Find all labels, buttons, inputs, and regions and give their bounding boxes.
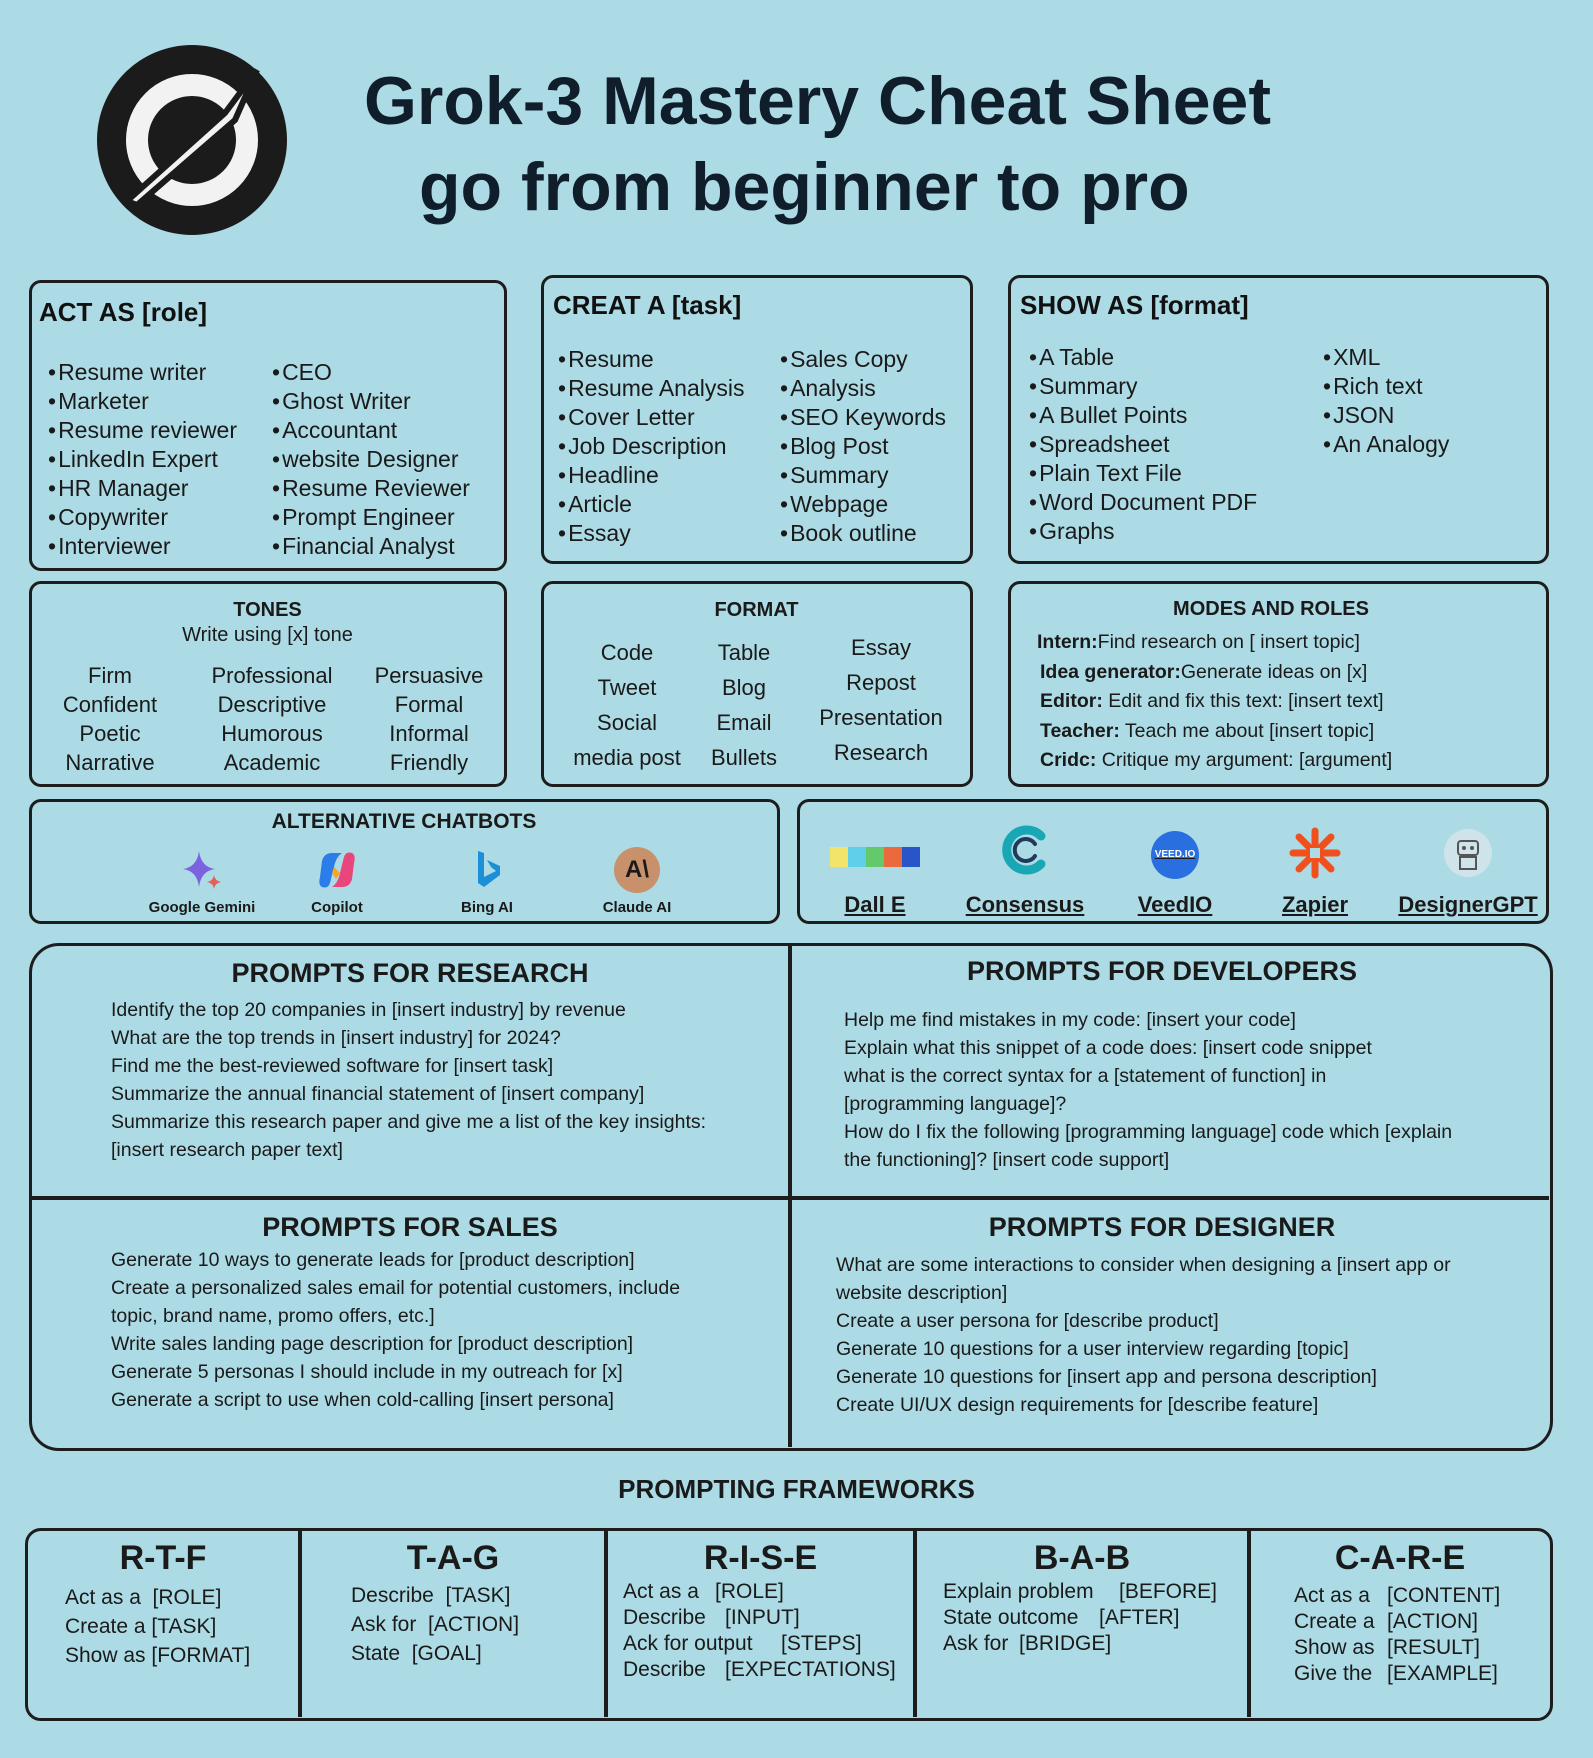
tool-label: Dall E (844, 892, 906, 917)
list-item: Descriptive (217, 692, 327, 717)
copilot-icon (282, 847, 392, 893)
format-heading: FORMAT (714, 599, 799, 621)
list-item: Write sales landing page description for [product description] (111, 1333, 634, 1355)
list-item: Generate 10 ways to generate leads for [product description] (111, 1249, 635, 1271)
list-item: Repost (846, 670, 916, 695)
sales-list (111, 1246, 680, 1414)
list-item: Identify the top 20 companies in [insert industry] by revenue (111, 999, 626, 1021)
list-item: • XML (1323, 343, 1449, 372)
tones-heading: TONES (233, 599, 302, 621)
chatbots-heading: ALTERNATIVE CHATBOTS (271, 810, 537, 833)
list-item: • Summary (780, 461, 946, 490)
designer-list (836, 1251, 1451, 1419)
list-item (1037, 746, 1392, 776)
list-item: • Summary (1029, 372, 1257, 401)
list-item: • Resume (558, 345, 744, 374)
list-item: Show as [FORMAT] (65, 1644, 251, 1667)
chatbot-label: Google Gemini (148, 899, 256, 916)
chatbot-claude[interactable] (582, 847, 692, 916)
list-item: Create UI/UX design requirements for [describe feature] (836, 1394, 1319, 1416)
list-item: Academic (223, 750, 321, 775)
list-item: Act as a [ROLE] (623, 1580, 784, 1603)
list-item: [insert research paper text] (111, 1139, 343, 1161)
tones-subheading: Write using [x] tone (182, 624, 353, 646)
list-item: Code (600, 640, 654, 665)
list-item: Email (716, 710, 772, 735)
framework-rise-rows (623, 1579, 896, 1683)
page-subtitle: go from beginner to pro (419, 149, 1190, 225)
framework-care-rows (1294, 1583, 1500, 1687)
format-col-1 (562, 635, 692, 775)
tool-zapier[interactable] (1265, 827, 1365, 918)
list-item: Generate 5 personas I should include in my outreach for [x] (111, 1361, 623, 1383)
list-item: Blog (721, 675, 767, 700)
list-item: Table (717, 640, 771, 665)
list-item (1037, 717, 1392, 747)
list-item: • Plain Text File (1029, 459, 1257, 488)
dalle-icon (820, 832, 930, 882)
list-item: Summarize this research paper and give me a list of the key insights: (111, 1111, 707, 1133)
bing-icon (432, 847, 542, 893)
create-a-list-1 (558, 345, 744, 548)
chatbot-label: Bing AI (461, 899, 513, 916)
list-item: Act as a [ROLE] (65, 1586, 222, 1609)
list-item: Professional (211, 663, 333, 688)
chatbot-label: Claude AI (602, 899, 672, 916)
consensus-icon (950, 822, 1100, 882)
list-item: Summarize the annual financial statement of [insert company] (111, 1083, 645, 1105)
chatbot-copilot[interactable] (282, 847, 392, 916)
list-item: Confident (62, 692, 158, 717)
chatbots-panel (29, 799, 780, 924)
list-item: • Prompt Engineer (272, 503, 470, 532)
list-item: Essay (851, 635, 911, 660)
list-item: topic, brand name, promo offers, etc.] (111, 1305, 435, 1327)
list-item: • JSON (1323, 401, 1449, 430)
mode-label: Teacher: (1040, 719, 1120, 742)
format-col-3 (806, 630, 956, 770)
list-item: • A Table (1029, 343, 1257, 372)
list-item: • website Designer (272, 445, 470, 474)
research-list (111, 996, 706, 1164)
list-item: Generate 10 questions for a user interview regarding [topic] (836, 1338, 1349, 1360)
create-a-list-2 (780, 345, 946, 548)
list-item: Narrative (65, 750, 155, 775)
chatbot-gemini[interactable] (127, 847, 277, 916)
divider (1247, 1531, 1251, 1717)
list-item: • Analysis (780, 374, 946, 403)
list-item: • Blog Post (780, 432, 946, 461)
list-item: Create a [ACTION] (1294, 1610, 1479, 1633)
tool-label: Zapier (1281, 892, 1349, 917)
frameworks-heading: PROMPTING FRAMEWORKS (618, 1474, 975, 1504)
sales-title: PROMPTS FOR SALES (262, 1212, 558, 1242)
tool-veedio[interactable] (1115, 827, 1235, 918)
list-item: • Sales Copy (780, 345, 946, 374)
list-item: Find me the best-reviewed software for [insert task] (111, 1055, 554, 1077)
list-item: • Interviewer (48, 532, 237, 561)
zapier-icon (1265, 827, 1365, 882)
list-item: • Essay (558, 519, 744, 548)
list-item: • An Analogy (1323, 430, 1449, 459)
divider (604, 1531, 608, 1717)
mode-text: Edit and fix this text: [insert text] (1102, 690, 1384, 712)
tones-panel (29, 581, 507, 787)
framework-care-title: C-A-R-E (1334, 1539, 1466, 1577)
list-item: Create a personalized sales email for potential customers, include (111, 1277, 681, 1299)
divider (32, 1196, 1549, 1200)
framework-rise-title: R-I-S-E (703, 1539, 818, 1577)
list-item: Friendly (389, 750, 469, 775)
list-item: • CEO (272, 358, 470, 387)
list-item: Ask for [BRIDGE] (943, 1632, 1112, 1655)
format-col-2 (694, 635, 794, 775)
format-panel (541, 581, 973, 787)
list-item: • Resume reviewer (48, 416, 237, 445)
mode-label: Intern: (1037, 631, 1098, 653)
list-item: • Resume Analysis (558, 374, 744, 403)
developers-list (844, 1006, 1452, 1174)
tool-label: VeedIO (1137, 892, 1213, 917)
list-item: media post (573, 745, 681, 770)
list-item: Humorous (221, 721, 323, 746)
list-item: Informal (389, 721, 469, 746)
list-item: Persuasive (374, 663, 484, 688)
mode-label: Idea generator: (1040, 660, 1181, 683)
frameworks-panel (25, 1528, 1553, 1721)
mode-label: Editor: (1040, 690, 1103, 712)
mode-text: Critique my argument: [argument] (1096, 749, 1393, 771)
create-a-panel (541, 275, 973, 564)
list-item: Explain problem [BEFORE] (943, 1580, 1218, 1603)
list-item: State [GOAL] (351, 1642, 482, 1665)
list-item: • HR Manager (48, 474, 237, 503)
list-item: Presentation (819, 705, 943, 730)
list-item: • Accountant (272, 416, 470, 445)
list-item: How do I fix the following [programming language] code which [explain (844, 1121, 1453, 1143)
mode-label: Cridc: (1040, 749, 1097, 771)
tones-col-2 (192, 661, 352, 777)
show-as-list-2 (1323, 343, 1449, 459)
research-title: PROMPTS FOR RESEARCH (231, 958, 589, 988)
list-item: • Financial Analyst (272, 532, 470, 561)
list-item: • Spreadsheet (1029, 430, 1257, 459)
list-item: website description] (836, 1282, 1008, 1304)
list-item: Generate a script to use when cold-calling [insert persona] (111, 1389, 614, 1411)
robot-icon (1390, 827, 1546, 882)
framework-tag-rows (351, 1581, 519, 1668)
designer-title: PROMPTS FOR DESIGNER (988, 1212, 1336, 1242)
list-item: Generate 10 questions for [insert app and persona description] (836, 1366, 1377, 1388)
list-item: Tweet (597, 675, 657, 700)
tool-label: DesignerGPT (1398, 892, 1538, 917)
list-item: the functioning]? [insert code support] (844, 1149, 1170, 1171)
list-item: • Book outline (780, 519, 946, 548)
framework-rtf-title: R-T-F (119, 1539, 207, 1577)
list-item (1037, 628, 1392, 658)
chatbot-label: Copilot (311, 899, 363, 916)
list-item: Show as [RESULT] (1294, 1636, 1480, 1659)
list-item: Bullets (710, 745, 778, 770)
list-item: [programming language]? (844, 1093, 1067, 1115)
list-item: Firm (88, 663, 132, 688)
modes-list (1037, 628, 1392, 776)
mode-text: Generate ideas on [x] (1180, 660, 1368, 683)
developers-title: PROMPTS FOR DEVELOPERS (966, 956, 1358, 986)
page-title: Grok-3 Mastery Cheat Sheet (364, 63, 1271, 139)
list-item: • Rich text (1323, 372, 1449, 401)
modes-heading: MODES AND ROLES (1173, 598, 1369, 620)
list-item: • LinkedIn Expert (48, 445, 237, 474)
act-as-list-1 (48, 358, 237, 561)
list-item: Ack for output [STEPS] (623, 1632, 862, 1655)
list-item (1037, 687, 1392, 717)
list-item: • Resume writer (48, 358, 237, 387)
list-item: What are some interactions to consider when designing a [insert app or (836, 1254, 1451, 1276)
list-item: • Copywriter (48, 503, 237, 532)
list-item: Give the [EXAMPLE] (1294, 1662, 1498, 1685)
list-item: • Article (558, 490, 744, 519)
list-item: Research (833, 740, 929, 765)
list-item: Formal (394, 692, 464, 717)
list-item: • Cover Letter (558, 403, 744, 432)
act-as-heading: ACT AS [role] (39, 297, 208, 327)
framework-rtf-rows (65, 1583, 250, 1670)
act-as-list-2 (272, 358, 470, 561)
list-item: • A Bullet Points (1029, 401, 1257, 430)
list-item: • Graphs (1029, 517, 1257, 546)
show-as-list-1 (1029, 343, 1257, 546)
list-item: • Ghost Writer (272, 387, 470, 416)
list-item (1037, 658, 1392, 688)
list-item: • Word Document PDF (1029, 488, 1257, 517)
modes-panel (1008, 581, 1549, 787)
claude-icon: A\ (614, 847, 660, 893)
tool-designergpt[interactable] (1390, 827, 1546, 918)
create-a-heading: CREAT A [task] (553, 290, 742, 320)
list-item: Act as a [CONTENT] (1294, 1584, 1501, 1607)
list-item: • SEO Keywords (780, 403, 946, 432)
list-item: • Resume Reviewer (272, 474, 470, 503)
list-item: Social (597, 710, 657, 735)
gemini-icon (127, 847, 277, 893)
list-item: • Job Description (558, 432, 744, 461)
mode-text: Teach me about [insert topic] (1119, 719, 1375, 742)
list-item: Help me find mistakes in my code: [insert your code] (844, 1009, 1296, 1031)
list-item: Ask for [ACTION] (351, 1613, 520, 1636)
list-item: what is the correct syntax for a [statement of function] in (844, 1065, 1327, 1087)
list-item: Create a user persona for [describe product] (836, 1310, 1219, 1332)
list-item: Describe [EXPECTATIONS] (623, 1658, 896, 1681)
divider (298, 1531, 302, 1717)
list-item: • Marketer (48, 387, 237, 416)
tool-dalle[interactable] (820, 832, 930, 918)
list-item: What are the top trends in [insert industry] for 2024? (111, 1027, 561, 1049)
act-as-panel (29, 280, 507, 571)
veedio-icon: VEED.IO (1115, 827, 1235, 882)
list-item: • Webpage (780, 490, 946, 519)
chatbot-bing[interactable] (432, 847, 542, 916)
list-item: State outcome [AFTER] (943, 1606, 1180, 1629)
show-as-panel (1008, 275, 1549, 564)
list-item: • Headline (558, 461, 744, 490)
tones-col-1 (50, 661, 170, 777)
list-item: Describe [TASK] (351, 1584, 511, 1607)
list-item: Create a [TASK] (65, 1615, 217, 1638)
divider (913, 1531, 917, 1717)
framework-bab-title: B-A-B (1033, 1539, 1131, 1577)
tool-label: Consensus (965, 892, 1085, 917)
tool-consensus[interactable] (950, 822, 1100, 918)
mode-text: Find research on [ insert topic] (1097, 631, 1360, 653)
prompts-panel (29, 943, 1553, 1451)
framework-bab-rows (943, 1579, 1217, 1657)
list-item: Describe [INPUT] (623, 1606, 800, 1629)
list-item: Poetic (79, 721, 141, 746)
show-as-heading: SHOW AS [format] (1020, 290, 1249, 320)
tones-col-3 (364, 661, 494, 777)
list-item: Explain what this snippet of a code does: [insert code snippet (844, 1037, 1372, 1059)
tools-panel (797, 799, 1549, 924)
grok-logo-icon (97, 45, 287, 235)
framework-tag-title: T-A-G (406, 1539, 500, 1577)
